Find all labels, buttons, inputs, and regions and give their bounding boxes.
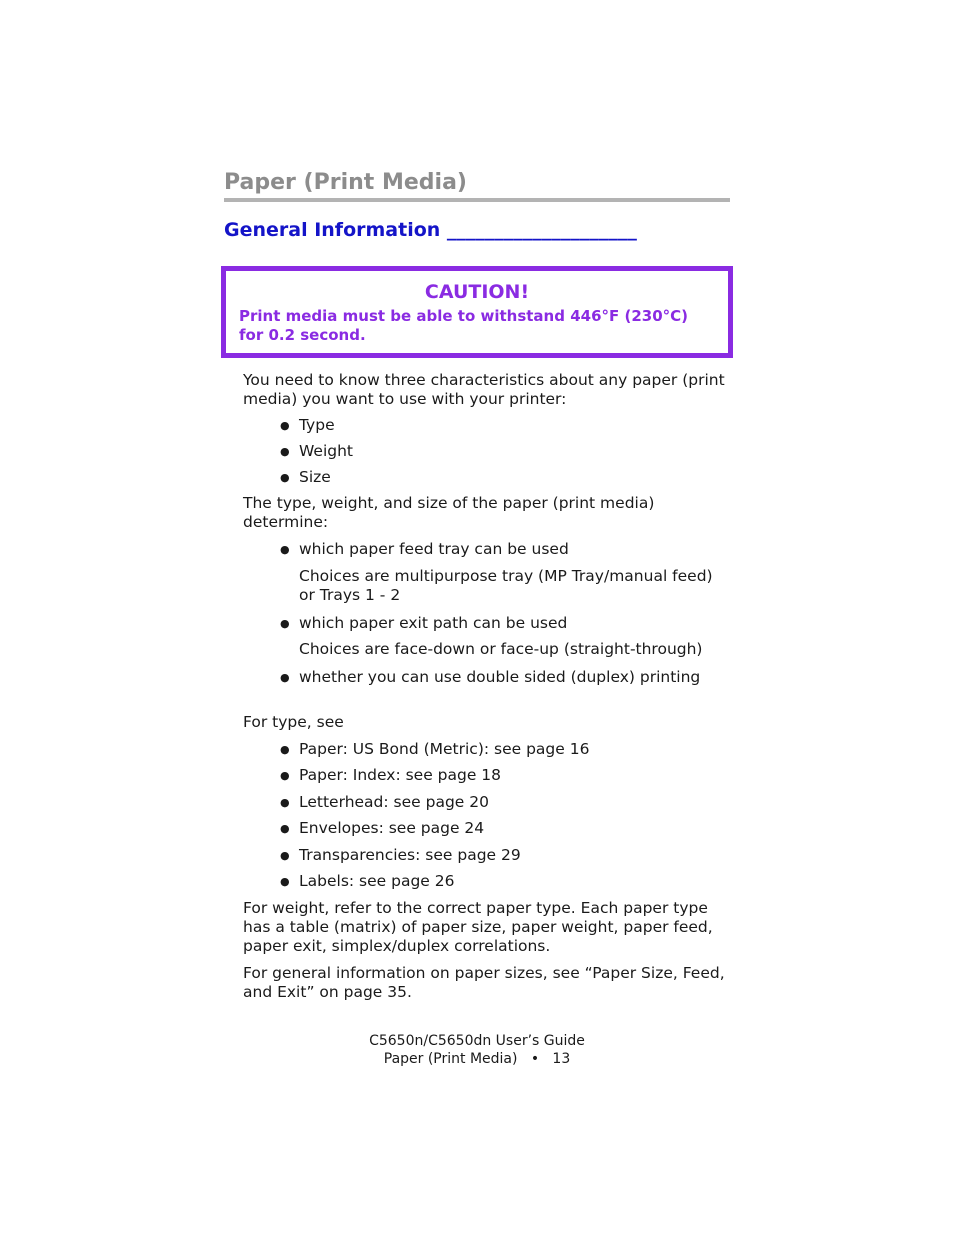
page-footer [0, 1032, 954, 1068]
weight-paragraph: For weight, refer to the correct paper type. Each paper type has a table (matrix) of paper size, paper weight, paper feed, paper exit, simplex/duplex correlations. [243, 899, 713, 955]
list-item: ● Size [243, 468, 733, 487]
determine-list [243, 668, 733, 687]
intro-paragraph: You need to know three characteristics about any paper (print media) you want to use with your printer: [243, 371, 725, 408]
section-heading: General Information ____________________ [224, 219, 637, 241]
characteristics-list [243, 416, 733, 487]
list-item: ● Transparencies: see page 29 [243, 846, 733, 865]
caution-title: CAUTION! [424, 281, 530, 303]
determine-list [243, 540, 733, 559]
sizes-paragraph: For general information on paper sizes, see “Paper Size, Feed, and Exit” on page 35. [243, 964, 725, 1001]
list-item: ● Paper: US Bond (Metric): see page 16 [243, 740, 733, 759]
list-item: ● Letterhead: see page 20 [243, 793, 733, 812]
list-item: ● Labels: see page 26 [243, 872, 733, 891]
caution-text: Print media must be able to withstand 446°F (230°C) for 0.2 second. [239, 307, 689, 344]
type-paragraph: For type, see [243, 713, 344, 731]
list-item: ● which paper exit path can be used [243, 614, 733, 633]
list-item-note: Choices are multipurpose tray (MP Tray/manual feed) or Trays 1 - 2 [299, 567, 713, 604]
footer-guide-title: C5650n/C5650dn User’s Guide [369, 1033, 585, 1049]
footer-page-info: Paper (Print Media) • 13 [383, 1051, 571, 1067]
list-item: ● Weight [243, 442, 733, 461]
body-content [243, 371, 733, 1002]
list-item: ● Type [243, 416, 733, 435]
page-title: Paper (Print Media) [224, 170, 467, 195]
type-list [243, 740, 733, 891]
determine-list [243, 614, 733, 633]
list-item: ● whether you can use double sided (duplex) printing [243, 668, 733, 687]
caution-box [221, 266, 733, 358]
list-item: ● Envelopes: see page 24 [243, 819, 733, 838]
list-item: ● Paper: Index: see page 18 [243, 766, 733, 785]
determine-paragraph: The type, weight, and size of the paper (print media) determine: [243, 494, 655, 531]
list-item: ● which paper feed tray can be used [243, 540, 733, 559]
list-item-note: Choices are face-down or face-up (straight-through) [299, 640, 703, 658]
title-rule [224, 198, 730, 202]
